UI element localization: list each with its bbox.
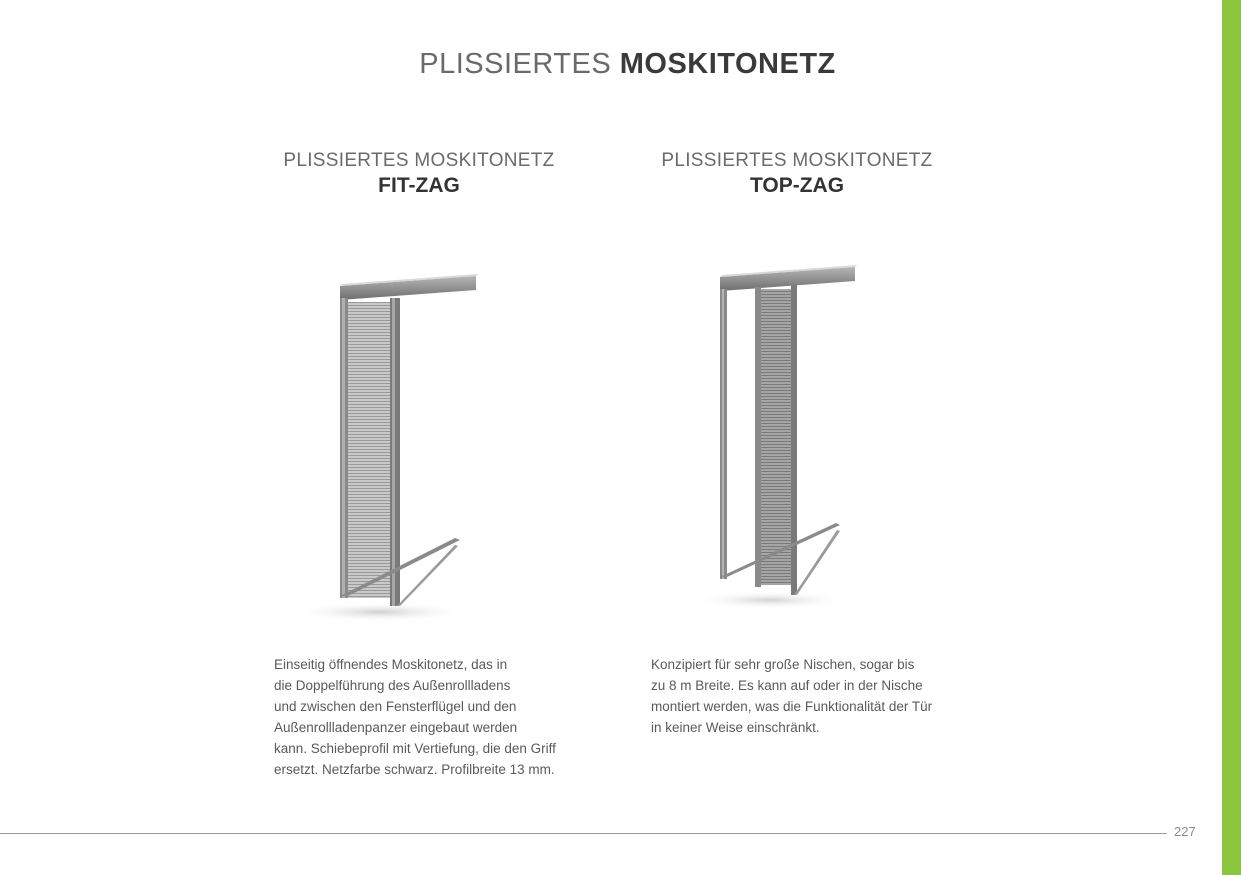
green-side-bar bbox=[1222, 0, 1241, 875]
description-line: Einseitig öffnendes Moskitonetz, das in bbox=[274, 657, 508, 672]
description-line: in keiner Weise einschränkt. bbox=[651, 720, 820, 735]
description-line: Außenrollladenpanzer eingebaut werden bbox=[274, 720, 518, 735]
description-line: die Doppelführung des Außenrollladens bbox=[274, 678, 511, 693]
page-title-bold: MOSKITONETZ bbox=[619, 48, 836, 80]
fit-zag-description bbox=[274, 654, 584, 780]
page-title bbox=[0, 48, 1241, 81]
product-heading-top-zag bbox=[617, 150, 977, 198]
top-zag-product-image bbox=[700, 255, 870, 625]
page-number: 227 bbox=[1174, 824, 1196, 839]
product-heading-line2: TOP-ZAG bbox=[749, 174, 845, 197]
fit-zag-product-image bbox=[300, 260, 500, 630]
description-line: zu 8 m Breite. Es kann auf oder in der Nische bbox=[651, 678, 923, 693]
description-line: ersetzt. Netzfarbe schwarz. Profilbreite 13 mm. bbox=[274, 762, 555, 777]
description-line: und zwischen den Fensterflügel und den bbox=[274, 699, 517, 714]
product-heading-line2: FIT-ZAG bbox=[378, 174, 460, 197]
description-line: Konzipiert für sehr große Nischen, sogar bis bbox=[651, 657, 915, 672]
product-heading-line1: PLISSIERTES MOSKITONETZ bbox=[283, 150, 555, 171]
footer-divider bbox=[0, 833, 1167, 834]
product-heading-fit-zag bbox=[239, 150, 599, 198]
top-zag-description bbox=[651, 654, 961, 738]
product-heading-line1: PLISSIERTES MOSKITONETZ bbox=[661, 150, 933, 171]
page-title-light: PLISSIERTES bbox=[419, 48, 620, 80]
description-line: montiert werden, was die Funktionalität der Tür bbox=[651, 699, 933, 714]
description-line: kann. Schiebeprofil mit Vertiefung, die den Griff bbox=[274, 741, 556, 756]
